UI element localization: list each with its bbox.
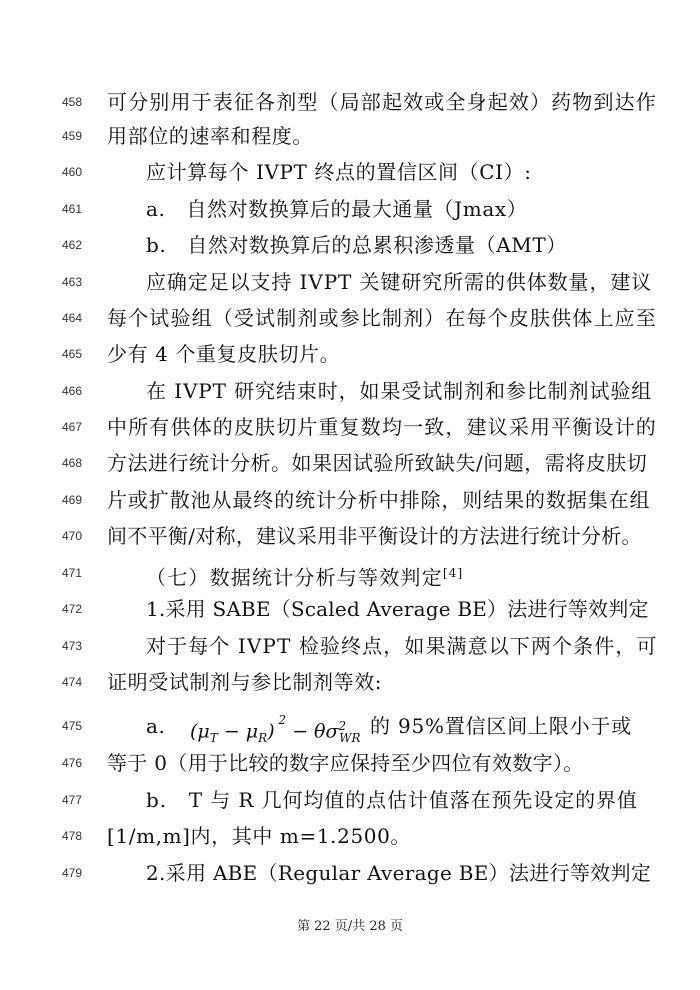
text-line	[0, 485, 700, 515]
line-text: 等于 0（用于比较的数字应保持至少四位有效数字）。	[107, 751, 584, 775]
line-number: 479	[62, 866, 83, 880]
text-line	[0, 785, 700, 815]
line-text: b. 自然对数换算后的总累积渗透量（AMT）	[146, 233, 567, 257]
line-text: 间不平衡/对称，建议采用非平衡设计的方法进行统计分析。	[107, 524, 642, 548]
line-number: 468	[62, 456, 83, 470]
line-text: 对于每个 IVPT 检验终点，如果满意以下两个条件，可	[146, 634, 658, 658]
text-line	[0, 748, 700, 778]
line-number: 466	[62, 384, 83, 398]
line-text: 应确定足以支持 IVPT 关键研究所需的供体数量，建议	[146, 270, 653, 294]
text-line	[0, 821, 700, 851]
line-number: 467	[62, 420, 83, 434]
line-text: 中所有供体的皮肤切片重复数均一致，建议采用平衡设计的	[107, 415, 657, 439]
text-line	[0, 521, 700, 551]
line-number: 474	[62, 675, 83, 689]
section-heading-text: （七）数据统计分析与等效判定	[146, 565, 443, 590]
text-line	[0, 267, 700, 297]
line-text: 2.采用 ABE（Regular Average BE）法进行等效判定	[146, 861, 652, 885]
text-line	[0, 339, 700, 369]
reference-marker: [4]	[442, 566, 464, 580]
line-number: 465	[62, 347, 83, 361]
line-number: 472	[62, 602, 83, 616]
line-text: 方法进行统计分析。如果因试验所致缺失/问题，需将皮肤切	[107, 451, 648, 475]
line-number: 470	[62, 529, 83, 543]
text-line	[0, 631, 700, 661]
text-line	[0, 230, 700, 260]
section-heading-line	[0, 558, 700, 588]
line-number: 473	[62, 639, 83, 653]
line-text: 可分别用于表征各剂型（局部起效或全身起效）药物到达作	[107, 90, 657, 114]
text-line	[0, 157, 700, 187]
line-number: 462	[62, 238, 83, 252]
line-number: 476	[62, 756, 83, 770]
text-line	[0, 121, 700, 151]
line-number: 478	[62, 829, 83, 843]
text-line	[0, 194, 700, 224]
text-line	[0, 667, 700, 697]
line-text: 证明受试制剂与参比制剂等效:	[107, 670, 383, 694]
line-number: 459	[62, 129, 83, 143]
line-number: 460	[62, 165, 83, 179]
text-line	[0, 594, 700, 624]
line-text: 在 IVPT 研究结束时，如果受试制剂和参比制剂试验组	[146, 379, 653, 403]
section-heading	[146, 558, 463, 593]
line-number: 461	[62, 202, 83, 216]
line-text: 用部位的速率和程度。	[107, 124, 313, 148]
line-number: 458	[62, 95, 83, 109]
line-number: 471	[62, 566, 83, 580]
line-text: a. 自然对数换算后的最大通量（Jmax）	[146, 197, 528, 221]
line-text: 每个试验组（受试制剂或参比制剂）在每个皮肤供体上应至	[107, 306, 657, 330]
line-text: [1/m,m]内，其中 m=1.2500。	[107, 824, 412, 848]
line-suffix: 的 95%置信区间上限小于或	[370, 714, 633, 738]
line-text: 片或扩散池从最终的统计分析中排除，则结果的数据集在组	[107, 488, 651, 512]
text-line	[0, 412, 700, 442]
page-footer: 第 22 页/共 28 页	[297, 919, 403, 934]
line-number: 464	[62, 311, 83, 325]
text-line	[0, 858, 700, 888]
formula: $(\mu_T - \mu_R) ^2 - \theta\sigma^2_{WR}$	[190, 713, 361, 746]
formula-line	[0, 711, 700, 746]
line-number: 475	[62, 719, 83, 733]
line-text: 少有 4 个重复皮肤切片。	[107, 342, 341, 366]
line-number: 469	[62, 493, 83, 507]
text-line	[0, 303, 700, 333]
line-text: 1.采用 SABE（Scaled Average BE）法进行等效判定	[146, 597, 649, 621]
line-number: 463	[62, 275, 83, 289]
line-text: b. T 与 R 几何均值的点估计值落在预先设定的界值	[146, 788, 638, 812]
line-prefix: a.	[146, 714, 166, 738]
text-line	[0, 448, 700, 478]
text-line	[0, 87, 700, 117]
line-text: 应计算每个 IVPT 终点的置信区间（CI）:	[146, 160, 532, 184]
line-number: 477	[62, 793, 83, 807]
text-line	[0, 376, 700, 406]
